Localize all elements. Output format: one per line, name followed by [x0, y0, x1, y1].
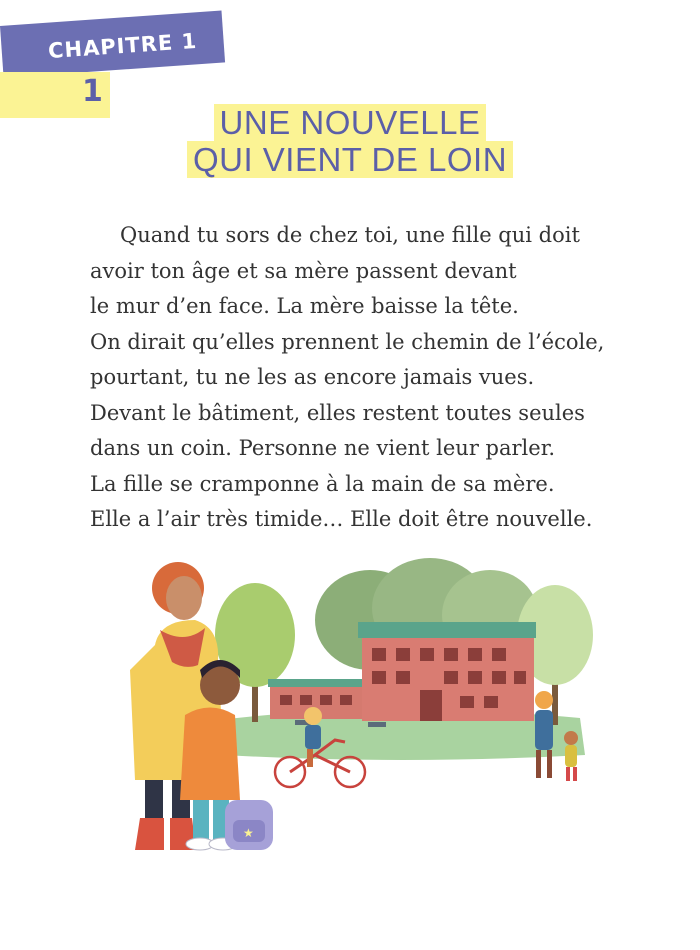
- body-line: avoir ton âge et sa mère passent devant: [90, 258, 517, 283]
- chapter-title: [0, 104, 700, 178]
- body-line: Devant le bâtiment, elles restent toutes seules: [90, 400, 585, 425]
- body-line: le mur d’en face. La mère baisse la tête.: [90, 294, 519, 318]
- body-line: La fille se cramponne à la main de sa mère.: [90, 471, 555, 496]
- body-line: pourtant, tu ne les as encore jamais vues.: [90, 365, 535, 389]
- body-line: Quand tu sors de chez toi, une fille qui doit: [120, 223, 580, 247]
- chapter-title-line-2: QUI VIENT DE LOIN: [187, 141, 513, 178]
- mother-figure: [130, 562, 225, 850]
- main-school-building: [358, 622, 536, 721]
- svg-text:★: ★: [243, 826, 254, 840]
- chapter-label: CHAPITRE 1: [47, 28, 198, 64]
- backpack: [225, 800, 273, 850]
- body-line: dans un coin. Personne ne vient leur parler.: [90, 436, 556, 460]
- bench: [368, 722, 386, 727]
- school-scene-illustration: [100, 550, 620, 880]
- body-paragraph: [90, 218, 630, 538]
- chapter-number: 1: [82, 74, 103, 109]
- body-line: Elle a l’air très timide… Elle doit être nouvelle.: [90, 507, 593, 531]
- body-line: On dirait qu’elles prennent le chemin de l’école,: [90, 329, 605, 354]
- chapter-title-line-1: UNE NOUVELLE: [214, 104, 487, 141]
